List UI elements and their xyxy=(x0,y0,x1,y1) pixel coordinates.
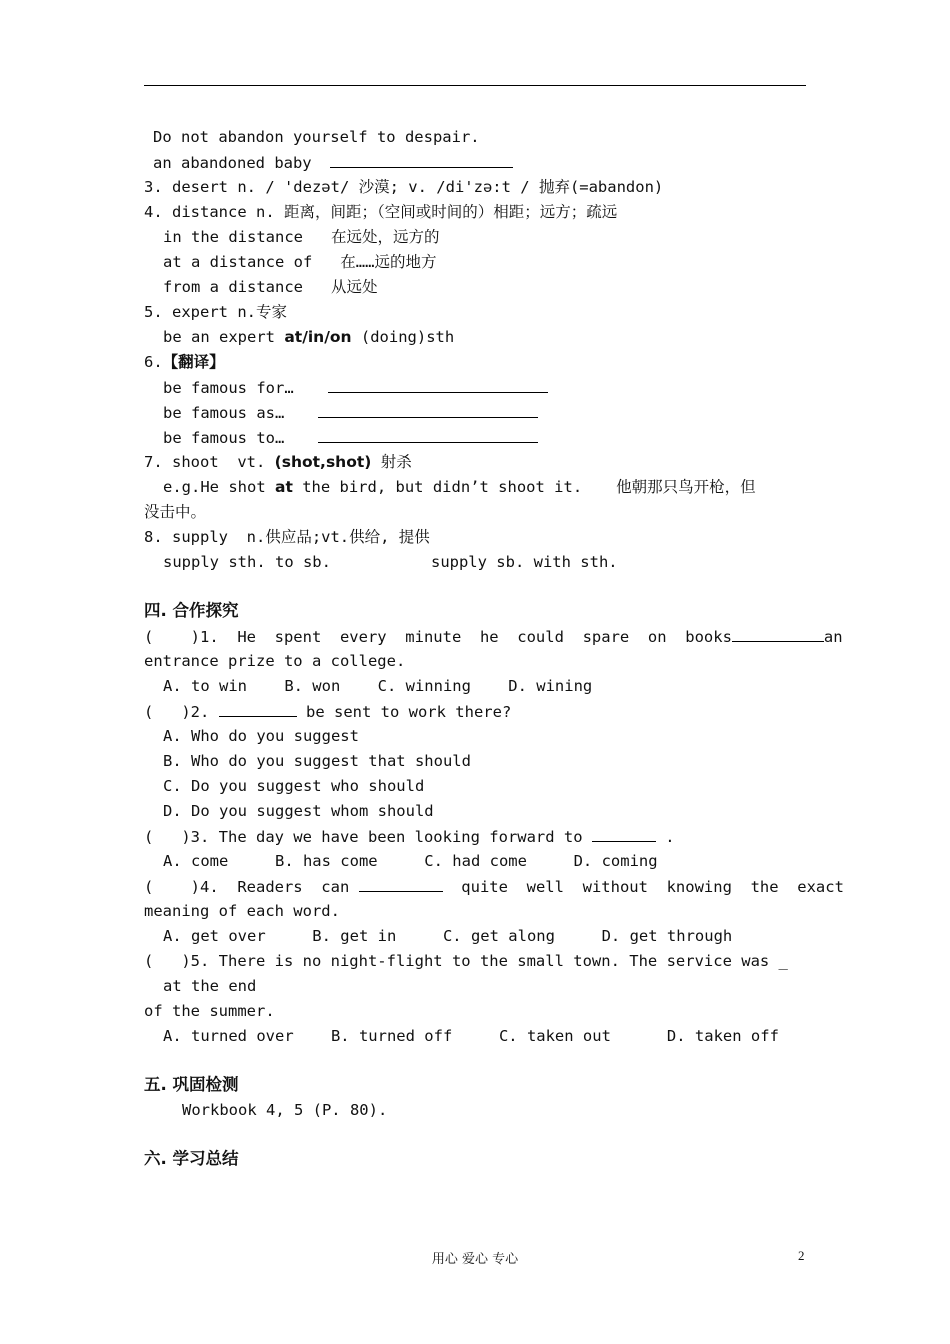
text: 射杀 xyxy=(371,453,412,471)
question-line: ( )5. There is no night-flight to the small town. The service was _ xyxy=(144,952,788,970)
text-bold: at xyxy=(274,478,293,496)
option-line: C. Do you suggest who should xyxy=(163,777,425,795)
question-line: meaning of each word. xyxy=(144,902,340,920)
text-line: at a distance of 在……远的地方 xyxy=(163,253,437,271)
question-line: entrance prize to a college. xyxy=(144,652,406,670)
options-line: A. to win B. won C. winning D. wining xyxy=(163,677,593,695)
text-line: 4. distance n. 距离，间距；（空间或时间的）相距；远方；疏远 xyxy=(144,203,618,221)
text: . xyxy=(655,828,675,846)
text: be an expert xyxy=(163,328,285,346)
text-line xyxy=(163,477,756,497)
question-line xyxy=(144,626,843,647)
text: e.g.He shot xyxy=(163,478,275,496)
text-line xyxy=(163,427,538,448)
answer-blank[interactable] xyxy=(732,626,824,642)
header-rule xyxy=(144,85,806,86)
text: supply sb. with sth. xyxy=(430,553,618,571)
text-line: from a distance 从远处 xyxy=(163,278,378,296)
text-line: 3. desert n. / 'dezət/ 沙漠; v. /di'zə:t / 抛弃(=abandon) xyxy=(144,178,664,196)
page-footer: 用心 爱心 专心 xyxy=(431,1252,519,1267)
text-line: 5. expert n.专家 xyxy=(144,303,287,321)
options-line: A. get over B. get in C. get along D. get through xyxy=(163,927,733,945)
text: be sent to work there? xyxy=(296,703,512,721)
options-line: A. come B. has come C. had come D. coming xyxy=(163,852,658,870)
text: quite well without knowing the exact xyxy=(442,878,844,896)
question-line xyxy=(144,701,511,722)
text-line xyxy=(144,352,225,372)
answer-blank[interactable] xyxy=(330,152,513,168)
text: 7. shoot vt. xyxy=(144,453,275,471)
text: be famous to… xyxy=(163,429,285,447)
text-line xyxy=(163,327,454,347)
answer-blank[interactable] xyxy=(318,402,538,418)
text: an xyxy=(823,628,843,646)
text-line xyxy=(163,552,618,572)
answer-blank[interactable] xyxy=(359,876,443,892)
text-line xyxy=(144,452,412,472)
text-line: Do not abandon yourself to despair. xyxy=(153,128,480,146)
text: 6. xyxy=(144,353,163,371)
text-line: Workbook 4, 5 (P. 80). xyxy=(182,1101,388,1119)
text-line: in the distance 在远处，远方的 xyxy=(163,228,440,246)
text: ( )2. xyxy=(144,703,219,721)
text: ( )3. The day we have been looking forward to xyxy=(144,828,592,846)
text-bold: 【翻译】 xyxy=(162,353,225,371)
answer-blank[interactable] xyxy=(592,826,656,842)
question-line xyxy=(144,826,675,847)
text-line xyxy=(163,377,548,398)
option-line: D. Do you suggest whom should xyxy=(163,802,434,820)
text: be famous for… xyxy=(163,379,294,397)
section-heading: 六. 学习总结 xyxy=(144,1149,239,1168)
answer-blank[interactable] xyxy=(318,427,538,443)
option-line: B. Who do you suggest that should xyxy=(163,752,471,770)
option-line: A. Who do you suggest xyxy=(163,727,359,745)
answer-blank[interactable] xyxy=(328,377,548,393)
section-heading: 四. 合作探究 xyxy=(144,601,239,620)
text: an abandoned baby xyxy=(153,154,312,172)
text-line: 8. supply n.供应品;vt.供给, 提供 xyxy=(144,528,430,546)
text-line xyxy=(163,402,538,423)
text-bold: at/in/on xyxy=(284,328,352,346)
text: (doing)sth xyxy=(351,328,455,346)
text: ( )4. Readers can xyxy=(144,878,359,896)
text: be famous as… xyxy=(163,404,285,422)
question-line xyxy=(144,876,844,897)
text: 他朝那只鸟开枪，但 xyxy=(616,478,756,496)
text: the bird, but didn’t shoot it. xyxy=(292,478,583,496)
text-bold: (shot,shot) xyxy=(274,453,372,471)
page-number: 2 xyxy=(798,1248,805,1263)
options-line: A. turned over B. turned off C. taken out D. taken off xyxy=(163,1027,779,1045)
text: supply sth. to sb. xyxy=(163,553,331,571)
answer-blank[interactable] xyxy=(219,701,297,717)
text-line xyxy=(153,152,513,173)
section-heading: 五. 巩固检测 xyxy=(144,1075,239,1094)
text-line: 没击中。 xyxy=(144,503,207,521)
question-line: at the end xyxy=(163,977,257,995)
text: ( )1. He spent every minute he could spare on books xyxy=(144,628,732,646)
question-line: of the summer. xyxy=(144,1002,275,1020)
